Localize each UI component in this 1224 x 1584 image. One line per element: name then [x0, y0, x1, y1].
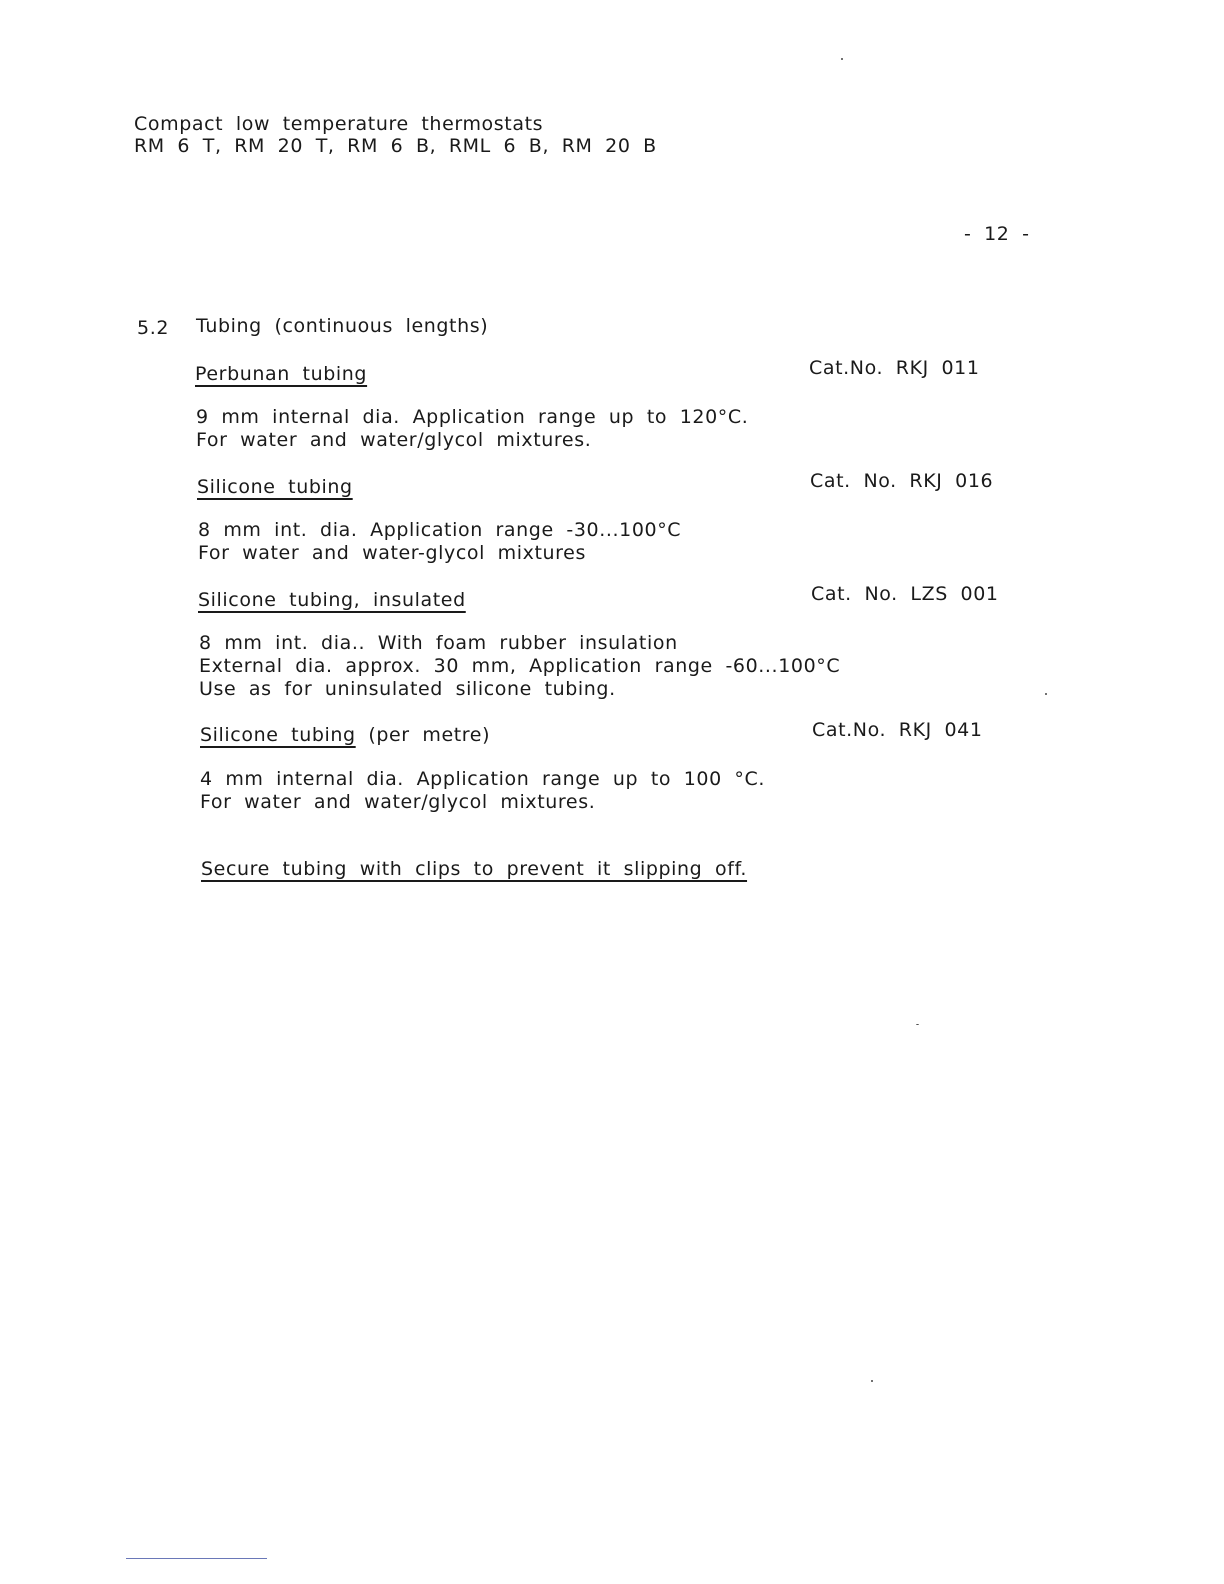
footer-rule: [126, 1558, 267, 1559]
cat-no-lzs-001: Cat. No. LZS 001: [811, 583, 999, 605]
scan-speck: [871, 1380, 873, 1382]
document-title: Compact low temperature thermostats: [134, 113, 544, 135]
section-title: Tubing (continuous lengths): [196, 315, 489, 337]
scan-speck: [1045, 693, 1047, 695]
cat-no-rkj-041: Cat.No. RKJ 041: [812, 719, 983, 741]
item-name-perbunan: Perbunan tubing: [195, 363, 368, 385]
item-name-suffix: (per metre): [355, 724, 491, 746]
scan-speck: [841, 58, 843, 60]
item-heading-silicone-per-metre: [200, 724, 490, 747]
item-desc-line: Use as for uninsulated silicone tubing.: [199, 678, 616, 700]
item-desc-line: 8 mm int. dia.. With foam rubber insulation: [199, 632, 678, 654]
item-desc-line: 4 mm internal dia. Application range up to 100 °C.: [200, 768, 766, 790]
model-list: RM 6 T, RM 20 T, RM 6 B, RML 6 B, RM 20 B: [134, 135, 657, 157]
item-desc-line: External dia. approx. 30 mm, Application range -60...100°C: [199, 655, 841, 677]
item-name-silicone: Silicone tubing: [197, 476, 353, 498]
page-number: - 12 -: [964, 223, 1030, 245]
item-desc-line: For water and water/glycol mixtures.: [196, 429, 592, 451]
item-desc-line: For water and water-glycol mixtures: [198, 542, 586, 564]
cat-no-rkj-016: Cat. No. RKJ 016: [810, 470, 994, 492]
item-desc-line: For water and water/glycol mixtures.: [200, 791, 596, 813]
item-name-silicone-per-metre: Silicone tubing: [200, 724, 356, 746]
section-number: 5.2: [137, 317, 170, 339]
item-desc-line: 8 mm int. dia. Application range -30...100°C: [198, 519, 682, 541]
item-name-silicone-insulated: Silicone tubing, insulated: [198, 589, 466, 611]
scan-speck: [916, 1024, 919, 1025]
item-desc-line: 9 mm internal dia. Application range up to 120°C.: [196, 406, 749, 428]
safety-note: Secure tubing with clips to prevent it slipping off.: [201, 858, 748, 880]
cat-no-rkj-011: Cat.No. RKJ 011: [809, 357, 980, 379]
